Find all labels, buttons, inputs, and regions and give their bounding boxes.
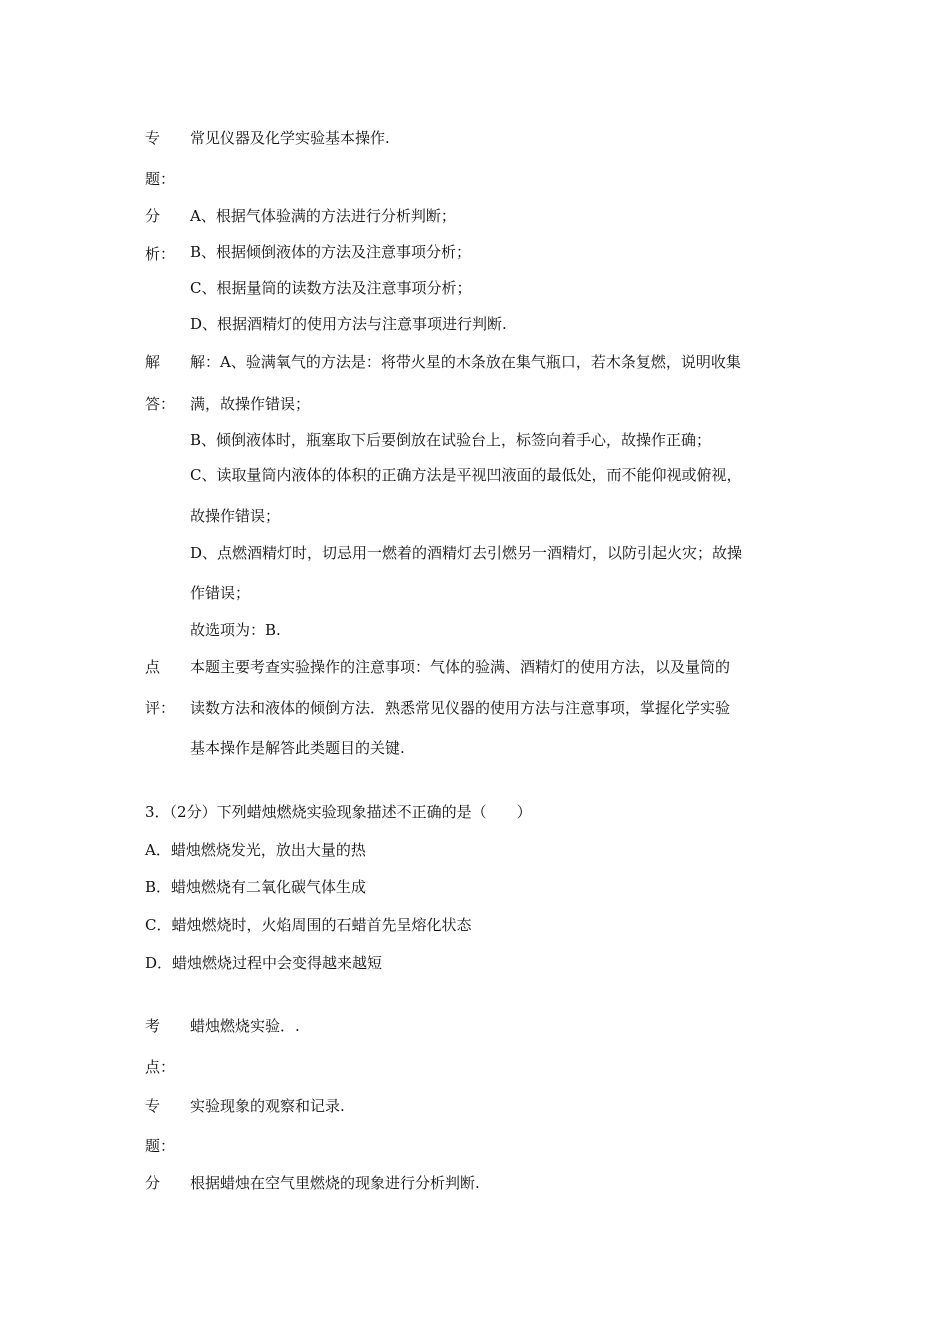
fenxi2-text: 根据蜡烛在空气里燃烧的现象进行分析判断. (190, 1174, 480, 1192)
label-jieda-2: 答： (145, 395, 176, 413)
fenxi-line-1: A、根据气体验满的方法进行分析判断； (190, 207, 456, 225)
label-zhuanti-2: 题： (145, 170, 176, 188)
label-fenxi-1: 分 (145, 207, 161, 225)
jieda-line-2: 满，故操作错误； (190, 395, 311, 413)
question-3-option-b: B．蜡烛燃烧有二氧化碳气体生成 (145, 878, 367, 896)
label-kaodian-1: 考 (145, 1017, 161, 1035)
question-3-option-d: D．蜡烛燃烧过程中会变得越来越短 (145, 954, 383, 972)
label-zhuanti-1: 专 (145, 129, 161, 147)
label-kaodian-2: 点： (145, 1058, 176, 1076)
label-dianping-1: 点 (145, 658, 161, 676)
fenxi-line-2: B、根据倾倒液体的方法及注意事项分析； (190, 243, 472, 261)
zhuanti-text: 常见仪器及化学实验基本操作. (190, 129, 390, 147)
jieda-line-8: 故选项为：B. (190, 621, 281, 639)
dianping-line-2: 读数方法和液体的倾倒方法．熟悉常见仪器的使用方法与注意事项，掌握化学实验 (190, 699, 731, 717)
fenxi-line-4: D、根据酒精灯的使用方法与注意事项进行判断. (190, 315, 507, 333)
question-3-stem: 3．（2分）下列蜡烛燃烧实验现象描述不正确的是（ ） (145, 803, 532, 821)
jieda-line-4: C、读取量筒内液体的体积的正确方法是平视凹液面的最低处，而不能仰视或俯视， (190, 466, 742, 484)
label-jieda-1: 解 (145, 353, 161, 371)
zhuanti2-text: 实验现象的观察和记录. (190, 1097, 345, 1115)
question-3-option-a: A．蜡烛燃烧发光，放出大量的热 (145, 841, 366, 859)
fenxi-line-3: C、根据量筒的读数方法及注意事项分析； (190, 279, 472, 297)
dianping-line-1: 本题主要考查实验操作的注意事项：气体的验满、酒精灯的使用方法，以及量筒的 (190, 658, 731, 676)
label-zhuanti2-1: 专 (145, 1097, 161, 1115)
label-dianping-2: 评： (145, 699, 176, 717)
question-3-option-c: C．蜡烛燃烧时，火焰周围的石蜡首先呈熔化状态 (145, 916, 472, 934)
jieda-line-7: 作错误； (190, 584, 251, 602)
label-fenxi-2: 析： (145, 245, 176, 263)
dianping-line-3: 基本操作是解答此类题目的关键. (190, 739, 405, 757)
jieda-line-3: B、倾倒液体时，瓶塞取下后要倒放在试验台上，标签向着手心，故操作正确； (190, 431, 712, 449)
label-zhuanti2-2: 题： (145, 1137, 176, 1155)
jieda-line-6: D、点燃酒精灯时，切忌用一燃着的酒精灯去引燃另一酒精灯，以防引起火灾；故操 (190, 544, 743, 562)
jieda-line-1: 解：A、验满氧气的方法是：将带火星的木条放在集气瓶口，若木条复燃，说明收集 (190, 353, 741, 371)
label-fenxi2-1: 分 (145, 1174, 161, 1192)
kaodian-text: 蜡烛燃烧实验．. (190, 1017, 300, 1035)
jieda-line-5: 故操作错误； (190, 507, 281, 525)
